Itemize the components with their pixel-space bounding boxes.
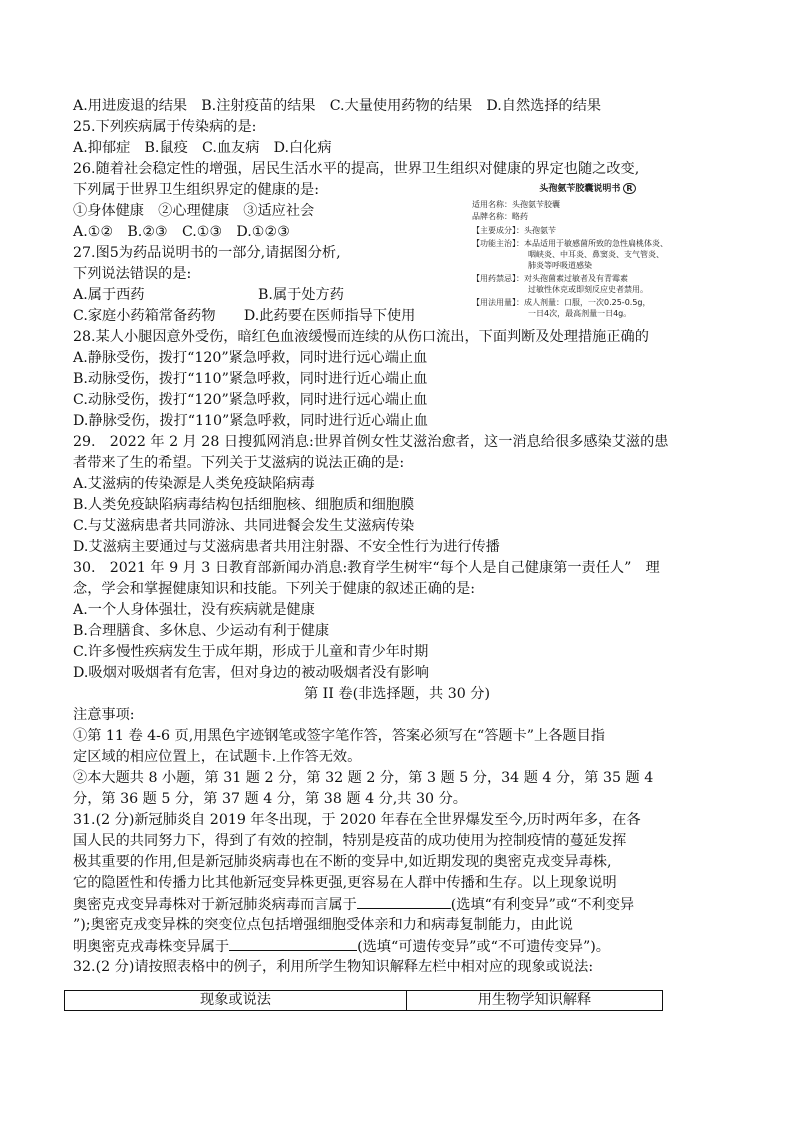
text-line: ①身体健康 ②心理健康 ③适应社会	[73, 203, 315, 219]
text-line: 26.随着社会稳定性的增强，居民生活水平的提高，世界卫生组织对健康的界定也随之改变,	[73, 161, 640, 177]
text-line: C.许多慢性疾病发生于成年期，形成于儿童和青少年时期	[73, 644, 429, 660]
text-line: A.抑郁症 B.鼠疫 C.血友病 D.白化病	[73, 140, 332, 156]
text-line: D.艾滋病主要通过与艾滋病患者共用注射器、不安全性行为进行传播	[73, 539, 500, 555]
text-line: C.与艾滋病患者共同游泳、共同进餐会发生艾滋病传染	[73, 518, 415, 534]
text-line: 31.(2 分)新冠肺炎自 2019 年冬出现，于 2020 年春在全世界爆发至今,历时两年多，在各	[73, 812, 641, 828]
text-line: A.①② B.②③ C.①③ D.①②③	[73, 224, 290, 240]
text-line: A.一个人身体强壮，没有疾病就是健康	[73, 602, 315, 618]
table-header-phenomenon: 现象或说法	[65, 991, 407, 1011]
leaflet-title-text: 头孢氨苄胶囊说明书	[539, 184, 621, 194]
text-line: B.合理膳食、多休息、少运动有利于健康	[73, 623, 330, 639]
leaflet-line: 过敏性休克或即刻反应史者禁用。	[472, 285, 648, 294]
q31-line-c	[73, 936, 610, 958]
text-line: ”);奥密克戎变异株的突变位点包括增强细胞受体亲和力和病毒复制能力，由此说	[73, 917, 573, 933]
text-line: 27.图5为药品说明书的一部分,请据图分析,	[73, 245, 341, 261]
answer-blank-2[interactable]	[229, 936, 357, 951]
text-line: C.动脉受伤，拨打“120”紧急呼救，同时进行远心端止血	[73, 392, 428, 408]
text-line: 国人民的共同努力下，得到了有效的控制，特别是疫苗的成功使用为控制疫情的蔓延发挥	[73, 833, 627, 849]
text-line: 念，学会和掌握健康知识和技能。下列关于健康的叙述正确的是:	[73, 581, 476, 597]
text-line: 29. 2022 年 2 月 28 日搜狐网消息:世界首例女性艾滋治愈者，这一消息给很多感染艾滋的患	[73, 434, 669, 450]
q31-text-a-pre: 奥密克戎变异毒株对于新冠肺炎病毒而言属于	[73, 897, 357, 913]
text-line: D.静脉受伤，拨打“110”紧急呼救，同时进行近心端止血	[73, 413, 428, 429]
leaflet-line: 咽峡炎、中耳炎、鼻窦炎、支气管炎、	[472, 250, 664, 259]
table-row	[65, 991, 663, 1011]
text-line: 它的隐匿性和传播力比其他新冠变异株更强,更容易在人群中传播和生存。以上现象说明	[73, 875, 617, 891]
text-line: A.用进废退的结果 B.注射疫苗的结果 C.大量使用药物的结果 D.自然选择的结果	[73, 98, 602, 114]
text-line: ②本大题共 8 小题，第 31 题 2 分，第 32 题 2 分，第 3 题 5 分，34 题 4 分，第 35 题 4	[73, 770, 654, 786]
text-line: A.静脉受伤，拨打“120”紧急呼救，同时进行远心端止血	[73, 350, 428, 366]
text-line: 定区域的相应位置上，在试题卡.上作答无效。	[73, 749, 362, 765]
text-line: A.属于西药 B.属于处方药	[73, 287, 344, 303]
leaflet-line: 【用法用量】：成人剂量：口服，一次0.25-0.5g，	[472, 298, 651, 307]
leaflet-line: 适用名称：头孢氨苄胶囊	[472, 200, 560, 209]
leaflet-line: 肺炎等呼吸道感染	[472, 261, 592, 270]
text-line: 25.下列疾病属于传染病的是:	[73, 119, 257, 135]
text-line: ①第 11 卷 4-6 页,用黑色宇迹钢笔或签字笔作答，答案必须写在“答题卡”上各题目指	[73, 728, 605, 744]
text-line: D.吸烟对吸烟者有危害，但对身边的被动吸烟者没有影响	[73, 665, 429, 681]
leaflet-line: 一日4次，最高剂量一日4g。	[472, 309, 632, 318]
answer-blank-1[interactable]	[357, 894, 451, 909]
q31-text-c-pre: 明奥密克戎毒株变异属于	[73, 939, 230, 955]
text-line: 下列属于世界卫生组织界定的健康的是:	[73, 182, 319, 198]
leaflet-title	[470, 183, 705, 195]
prescription-mark-icon: R	[623, 183, 635, 194]
text-line: B.人类免疫缺陷病毒结构包括细胞核、细胞质和细胞膜	[73, 497, 415, 513]
section-title: 第 II 卷(非选择题，共 30 分)	[303, 686, 491, 702]
drug-leaflet-figure	[470, 183, 705, 321]
q31-text-c-post: (选填“可遗传变异”或“不可遗传变异”)。	[357, 939, 610, 955]
text-line: 30. 2021 年 9 月 3 日教育部新闻办消息:教育学生树牢“每个人是自己健康第一责任人” 理	[73, 560, 660, 576]
text-line: 者带来了生的希望。下列关于艾滋病的说法正确的是:	[73, 455, 405, 471]
answer-table	[64, 990, 663, 1011]
leaflet-line: 品牌名称：略药	[472, 212, 528, 221]
table-header-explanation: 用生物学知识解释	[407, 991, 663, 1011]
text-line: 28.某人小腿因意外受伤，暗红色血液缓慢而连续的从伤口流出，下面判断及处理措施正确的	[73, 329, 649, 345]
text-line: 32.(2 分)请按照表格中的例子，利用所学生物知识解释左栏中相对应的现象或说法:	[73, 959, 594, 975]
text-line: 下列说法错误的是:	[73, 266, 192, 282]
text-line: 分，第 36 题 5 分，第 37 题 4 分，第 38 题 4 分,共 30 分。	[73, 791, 467, 807]
leaflet-line: 【用药禁忌】：对头孢菌素过敏者及有青霉素	[472, 274, 628, 283]
text-line: C.家庭小药箱常备药物 D.此药要在医师指导下使用	[73, 308, 416, 324]
text-line: B.动脉受伤，拨打“110”紧急呼救，同时进行近心端止血	[73, 371, 428, 387]
leaflet-line: 【主要成分】：头孢氨苄	[472, 226, 556, 235]
text-line: 极其重要的作用,但是新冠肺炎病毒也在不断的变异中,如近期发现的奥密克戎变异毒株,	[73, 854, 612, 870]
leaflet-line: 【功能主治】：本品适用于敏感菌所致的急性扁桃体炎、	[472, 239, 668, 248]
text-line: A.艾滋病的传染源是人类免疫缺陷病毒	[73, 476, 315, 492]
q31-text-a-post: (选填“有利变异”或“不利变异	[450, 897, 635, 913]
q31-line-a	[73, 894, 634, 916]
text-line: 注意事项:	[73, 707, 135, 723]
